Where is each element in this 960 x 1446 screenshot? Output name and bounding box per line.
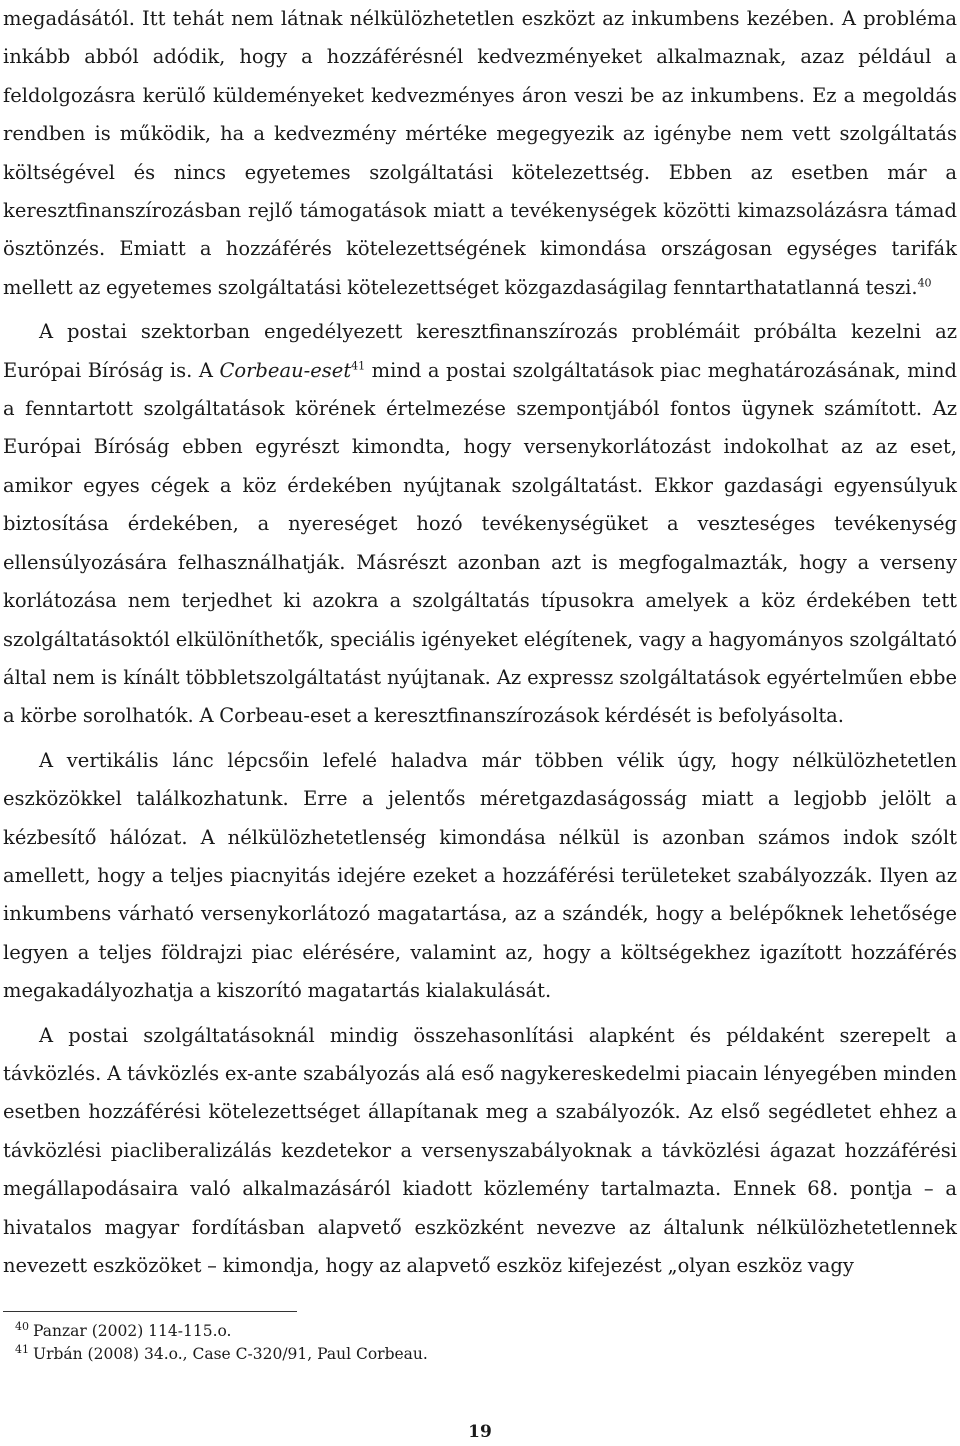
paragraph-text: mind a postai szolgáltatások piac meghatározásának, mind a fenntartott szolgáltatások körének értelmezése szempontjából fontos ügynek számított. Az Európai Bíróság ebben egyrészt kimondta, hogy versenykorlátozást indokolhat az az eset, amikor egyes cégek a köz érdekében nyújtanak szolgáltatást. Ekkor gazdasági egyensúlyuk biztosítása érdekében, a nyereséget hozó tevékenységüket a veszteséges tevékenység ellensúlyozására felhasználhatják. Másrészt azonban azt is megfogalmazták, hogy a verseny korlátozása nem terjedhet ki azokra a szolgáltatás típusokra amelyek a köz érdekében tett szolgáltatásoktól elkülöníthetők, speciális igényeket elégítenek, vagy a hagyományos szolgáltató által nem is kínált többletszolgáltatást nyújtanak. Az expressz szolgáltatások egyértelműen ebbe a körbe sorolhatók. A Corbeau-eset a keresztfinanszírozások kérdését is befolyásolta. [3, 358, 958, 728]
footnote-number: 40 [15, 1319, 29, 1333]
page-body [3, 0, 957, 1285]
italic-text: Corbeau-eset [219, 358, 352, 382]
body-paragraph [3, 1017, 957, 1286]
footnote-reference: 41 [351, 359, 366, 373]
body-paragraph [3, 0, 957, 307]
footnote-number: 41 [15, 1342, 29, 1356]
paragraph-text: A vertikális lánc lépcsőin lefelé haladva már többen vélik úgy, hogy nélkülözhetetlen eszközökkel találkozhatunk. Erre a jelentős méretgazdaságosság miatt a legjobb jelölt a kézbesítő hálózat. A nélkülözhetetlenség kimondása nélkül is azonban számos indok szólt amellett, hogy a teljes piacnyitás idejére ezeket a hozzáférési területeket szabályozzák. Ilyen az inkumbens várható versenykorlátozó magatartása, az a szándék, hogy a belépőknek lehetősége legyen a teljes földrajzi piac elérésére, valamint az, hogy a költségekhez igazított hozzáférés megakadályozhatja a kiszorító magatartás kialakulását. [3, 748, 957, 1003]
footnotes [3, 1320, 903, 1366]
body-paragraph [3, 742, 957, 1011]
paragraph-text: megadásától. Itt tehát nem látnak nélkülözhetetlen eszközt az inkumbens kezében. A probléma inkább abból adódik, hogy a hozzáférésnél kedvezményeket alkalmaznak, azaz például a feldolgozásra kerülő küldeményeket kedvezményes áron veszi be az inkumbens. Ez a megoldás rendben is működik, ha a kedvezmény mértéke megegyezik az igénybe nem vett szolgáltatás költségével és nincs egyetemes szolgáltatási kötelezettség. Ebben az esetben már a keresztfinanszírozásban rejlő támogatások miatt a tevékenységek közötti kimazsolázásra támad ösztönzés. Emiatt a hozzáférés kötelezettségének kimondása országosan egységes tarifák mellett az egyetemes szolgáltatási kötelezettséget közgazdaságilag fenntarthatatlanná teszi. [3, 7, 957, 299]
body-paragraph [3, 313, 957, 735]
footnote-text: Urbán (2008) 34.o., Case C-320/91, Paul Corbeau. [33, 1345, 428, 1363]
paragraph-text: A postai szektorban engedélyezett keresztfinanszírozás problémáit próbálta kezelni az Európai Bíróság is. A [3, 320, 957, 382]
footnote-separator [3, 1311, 297, 1312]
footnote-text: Panzar (2002) 114-115.o. [33, 1322, 232, 1340]
footnote-41 [3, 1343, 903, 1366]
paragraph-text: A postai szolgáltatásoknál mindig összehasonlítási alapként és példaként szerepelt a távközlés. A távközlés ex-ante szabályozás alá eső nagykereskedelmi piacain lényegében minden esetben hozzáférési kötelezettséget állapítanak meg a szabályozók. Az első segédletet ehhez a távközlési piacliberalizálás kezdetekor a versenyszabályoknak a távközlési ágazat hozzáférési megállapodásaira való alkalmazásáról kiadott közlemény tartalmazta. Ennek 68. pontja – a hivatalos magyar fordításban alapvető eszközként nevezve az általunk nélkülözhetetlennek nevezett eszközöket – kimondja, hogy az alapvető eszköz kifejezést „olyan eszköz vagy [3, 1023, 957, 1277]
page-number: 19 [468, 1422, 492, 1442]
footnote-reference: 40 [917, 276, 932, 290]
footnote-40 [3, 1320, 903, 1343]
